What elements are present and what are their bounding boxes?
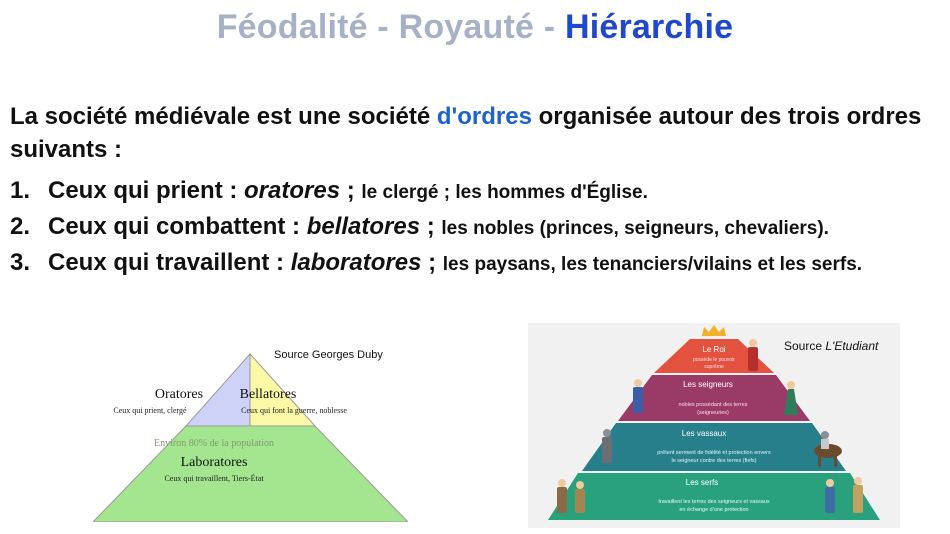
order-item-2 [10, 210, 930, 246]
page-title [0, 8, 950, 47]
tier-serfs-text2: en échange d'une protection [679, 507, 749, 513]
oratores-title: Oratores [154, 387, 204, 402]
order-detail: les nobles (princes, seigneurs, chevaliers). [441, 218, 829, 239]
etudiant-infographic [528, 323, 900, 528]
order-lead: Ceux qui travaillent : [48, 249, 291, 276]
knight-left-icon [602, 429, 612, 463]
order-latin: oratores [244, 177, 341, 204]
order-detail: le clergé ; les hommes d'Église. [361, 182, 648, 203]
order-number: 1. [10, 177, 31, 204]
etudiant-pyramid [528, 323, 900, 528]
tier-serfs-text1: travaillent les terres des seigneurs et vassaux [658, 499, 770, 505]
duby-pyramid [93, 342, 408, 522]
tier-serfs-title: Les serfs [685, 478, 719, 487]
order-number: 3. [10, 249, 31, 276]
laboratores-title: Laboratores [180, 455, 248, 470]
laboratores-subtitle: Ceux qui travaillent, Tiers-État [164, 474, 264, 483]
tier-vassaux-text2: le seigneur contre des terres (fiefs) [671, 458, 757, 464]
orders-list [10, 174, 930, 282]
intro-paragraph [10, 100, 930, 166]
tier-roi-text1: possède le pouvoir [693, 357, 735, 363]
etudiant-source [784, 339, 878, 353]
order-sep: ; [420, 213, 442, 240]
duby-source: Source Georges Duby [274, 349, 383, 361]
tier-vassaux-title: Les vassaux [681, 429, 727, 438]
etudiant-source-name: L'Etudiant [825, 339, 879, 353]
etudiant-source-prefix: Source [784, 339, 826, 353]
king-figure-icon [748, 339, 758, 371]
lord-figure-icon [633, 379, 643, 413]
order-lead: Ceux qui prient : [48, 177, 245, 204]
tier-seigneurs-text1: nobles possédant des terres [678, 402, 748, 408]
bellatores-subtitle: Ceux qui font la guerre, noblesse [241, 406, 347, 415]
order-number: 2. [10, 213, 31, 240]
order-lead: Ceux qui combattent : [48, 213, 307, 240]
order-detail: les paysans, les tenanciers/vilains et les serfs. [442, 254, 863, 275]
tier-roi-text2: suprême [704, 364, 724, 370]
order-item-3 [10, 246, 930, 282]
title-part-grey: Féodalité - Royauté - [216, 8, 565, 46]
tier-seigneurs-text2: (seigneuries) [697, 410, 729, 416]
intro-highlight: d'ordres [436, 103, 532, 130]
order-sep: ; [421, 249, 443, 276]
tier-seigneurs-title: Les seigneurs [683, 380, 733, 389]
order-sep: ; [340, 177, 362, 204]
oratores-subtitle: Ceux qui prient, clergé [113, 406, 187, 415]
order-latin: laboratores [290, 249, 422, 276]
population-note: Environ 80% de la population [154, 438, 274, 449]
title-part-blue: Hiérarchie [564, 8, 734, 46]
order-item-1 [10, 174, 930, 210]
order-latin: bellatores [306, 213, 421, 240]
intro-after: organisée autour des trois ordres suivants : [10, 103, 922, 163]
bellatores-title: Bellatores [239, 387, 297, 402]
tier-roi-title: Le Roi [702, 345, 726, 354]
intro-before: La société médiévale est une société [10, 103, 437, 130]
tier-vassaux-text1: prêtent serment de fidélité et protection envers [657, 450, 771, 456]
